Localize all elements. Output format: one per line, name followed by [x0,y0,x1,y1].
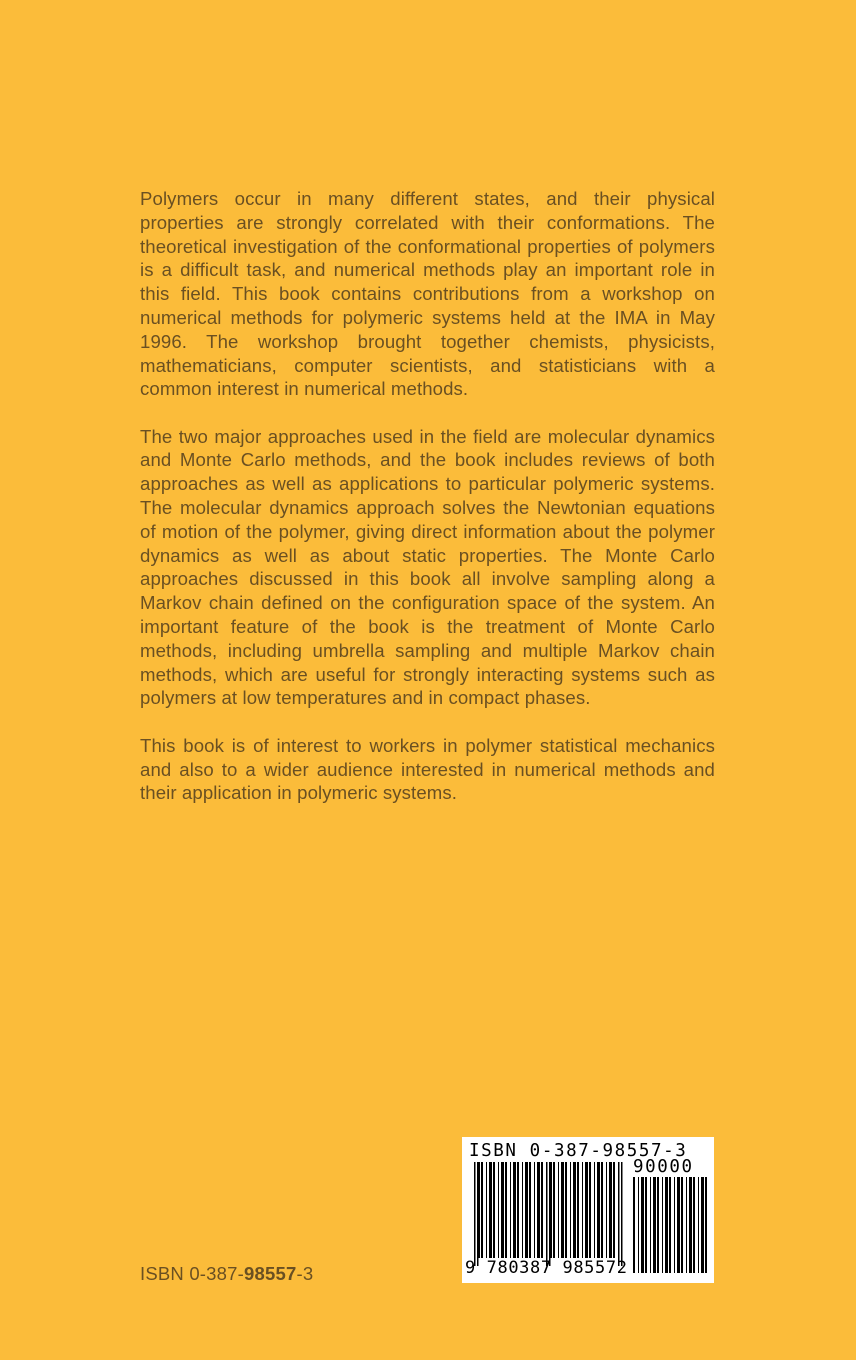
barcode-bar [489,1162,492,1258]
barcode-bar [669,1177,671,1273]
barcode-bar [589,1162,591,1258]
isbn-label [140,1263,313,1285]
barcode-bar [665,1177,668,1273]
barcode-bar [498,1162,499,1258]
barcode-bar [613,1162,615,1258]
isbn-suffix: -3 [296,1263,314,1284]
barcode-bar [698,1177,699,1273]
barcode-bar [681,1177,683,1273]
barcode-guard-bar [546,1162,548,1266]
barcode-guard-bar [621,1162,623,1266]
barcode-bar [662,1177,663,1273]
barcode-bar [558,1162,559,1258]
barcode-bar [597,1162,600,1258]
barcode-bar [686,1177,687,1273]
barcode-bar [525,1162,528,1258]
isbn-bold-part: 98557 [244,1263,297,1284]
isbn-prefix: ISBN 0-387- [140,1263,244,1284]
barcode-bar [641,1177,644,1273]
barcode-bar [585,1162,588,1258]
barcode-bar [522,1162,523,1258]
barcode-bar [653,1177,656,1273]
barcode-bar [553,1162,555,1258]
barcode-bar [701,1177,704,1273]
barcode-bar [693,1177,695,1273]
barcode-guard-bar [477,1162,479,1266]
barcode-bar [577,1162,579,1258]
barcode-price-code: 90000 [633,1157,694,1177]
barcode-bar [638,1177,639,1273]
barcode-bar [657,1177,659,1273]
blurb-paragraph: This book is of interest to workers in polymer statistical mechanics and also to a wider audience interested in numerical methods and their application in polymeric systems. [140,734,715,804]
barcode-bar [609,1162,612,1258]
barcode-guard-bar [474,1162,476,1266]
barcode-bar [601,1162,603,1258]
barcode-bar [501,1162,504,1258]
blurb-text [140,187,715,829]
barcode-guard-bar [618,1162,620,1266]
barcode-bar [677,1177,680,1273]
barcode-bar [534,1162,535,1258]
barcode-bar [689,1177,692,1273]
barcode-bar [561,1162,564,1258]
barcode-bar [594,1162,595,1258]
barcode-bar [633,1177,635,1273]
barcode-bar [573,1162,576,1258]
barcode-isbn-line: ISBN 0-387-98557-3 [469,1141,688,1161]
barcode-bar [570,1162,571,1258]
barcode-bar [606,1162,607,1258]
barcode-bar [582,1162,583,1258]
barcode-guard-bar [549,1162,551,1266]
barcode-bar [517,1162,519,1258]
barcode-bar [537,1162,540,1258]
barcode-ean-digits: 9 780387 985572 [465,1258,628,1278]
barcode-bar [493,1162,495,1258]
blurb-paragraph: Polymers occur in many different states, and their physical properties are strongly correlated with their conformations. The theoretical investigation of the conformational properties of polymers is a difficult task, and numerical methods play an important role in this field. This book contains contributions from a workshop on numerical methods for polymeric systems held at the IMA in May 1996. The workshop brought together chemists, physicists, mathematicians, computer scientists, and statisticians with a common interest in numerical methods. [140,188,715,400]
barcode-bar [513,1162,516,1258]
barcode-bar [645,1177,647,1273]
barcode-bar [565,1162,567,1258]
barcode-bar [541,1162,543,1258]
barcode [462,1137,714,1283]
barcode-bar [510,1162,511,1258]
barcode-bar [529,1162,531,1258]
barcode-bar [481,1162,483,1258]
barcode-bar [486,1162,487,1258]
barcode-bar [674,1177,675,1273]
barcode-bar [650,1177,651,1273]
barcode-bar [505,1162,507,1258]
barcode-bar [705,1177,707,1273]
blurb-paragraph: The two major approaches used in the field are molecular dynamics and Monte Carlo methods, and the book includes reviews of both approaches as well as applications to particular polymeric systems. The molecular dynamics approach solves the Newtonian equations of motion of the polymer, giving direct information about the polymer dynamics as well as about static properties. The Monte Carlo approaches discussed in this book all involve sampling along a Markov chain defined on the configuration space of the system. An important feature of the book is the treatment of Monte Carlo methods, including umbrella sampling and multiple Markov chain methods, which are useful for strongly interacting systems such as polymers at low temperatures and in compact phases. [140,425,715,709]
